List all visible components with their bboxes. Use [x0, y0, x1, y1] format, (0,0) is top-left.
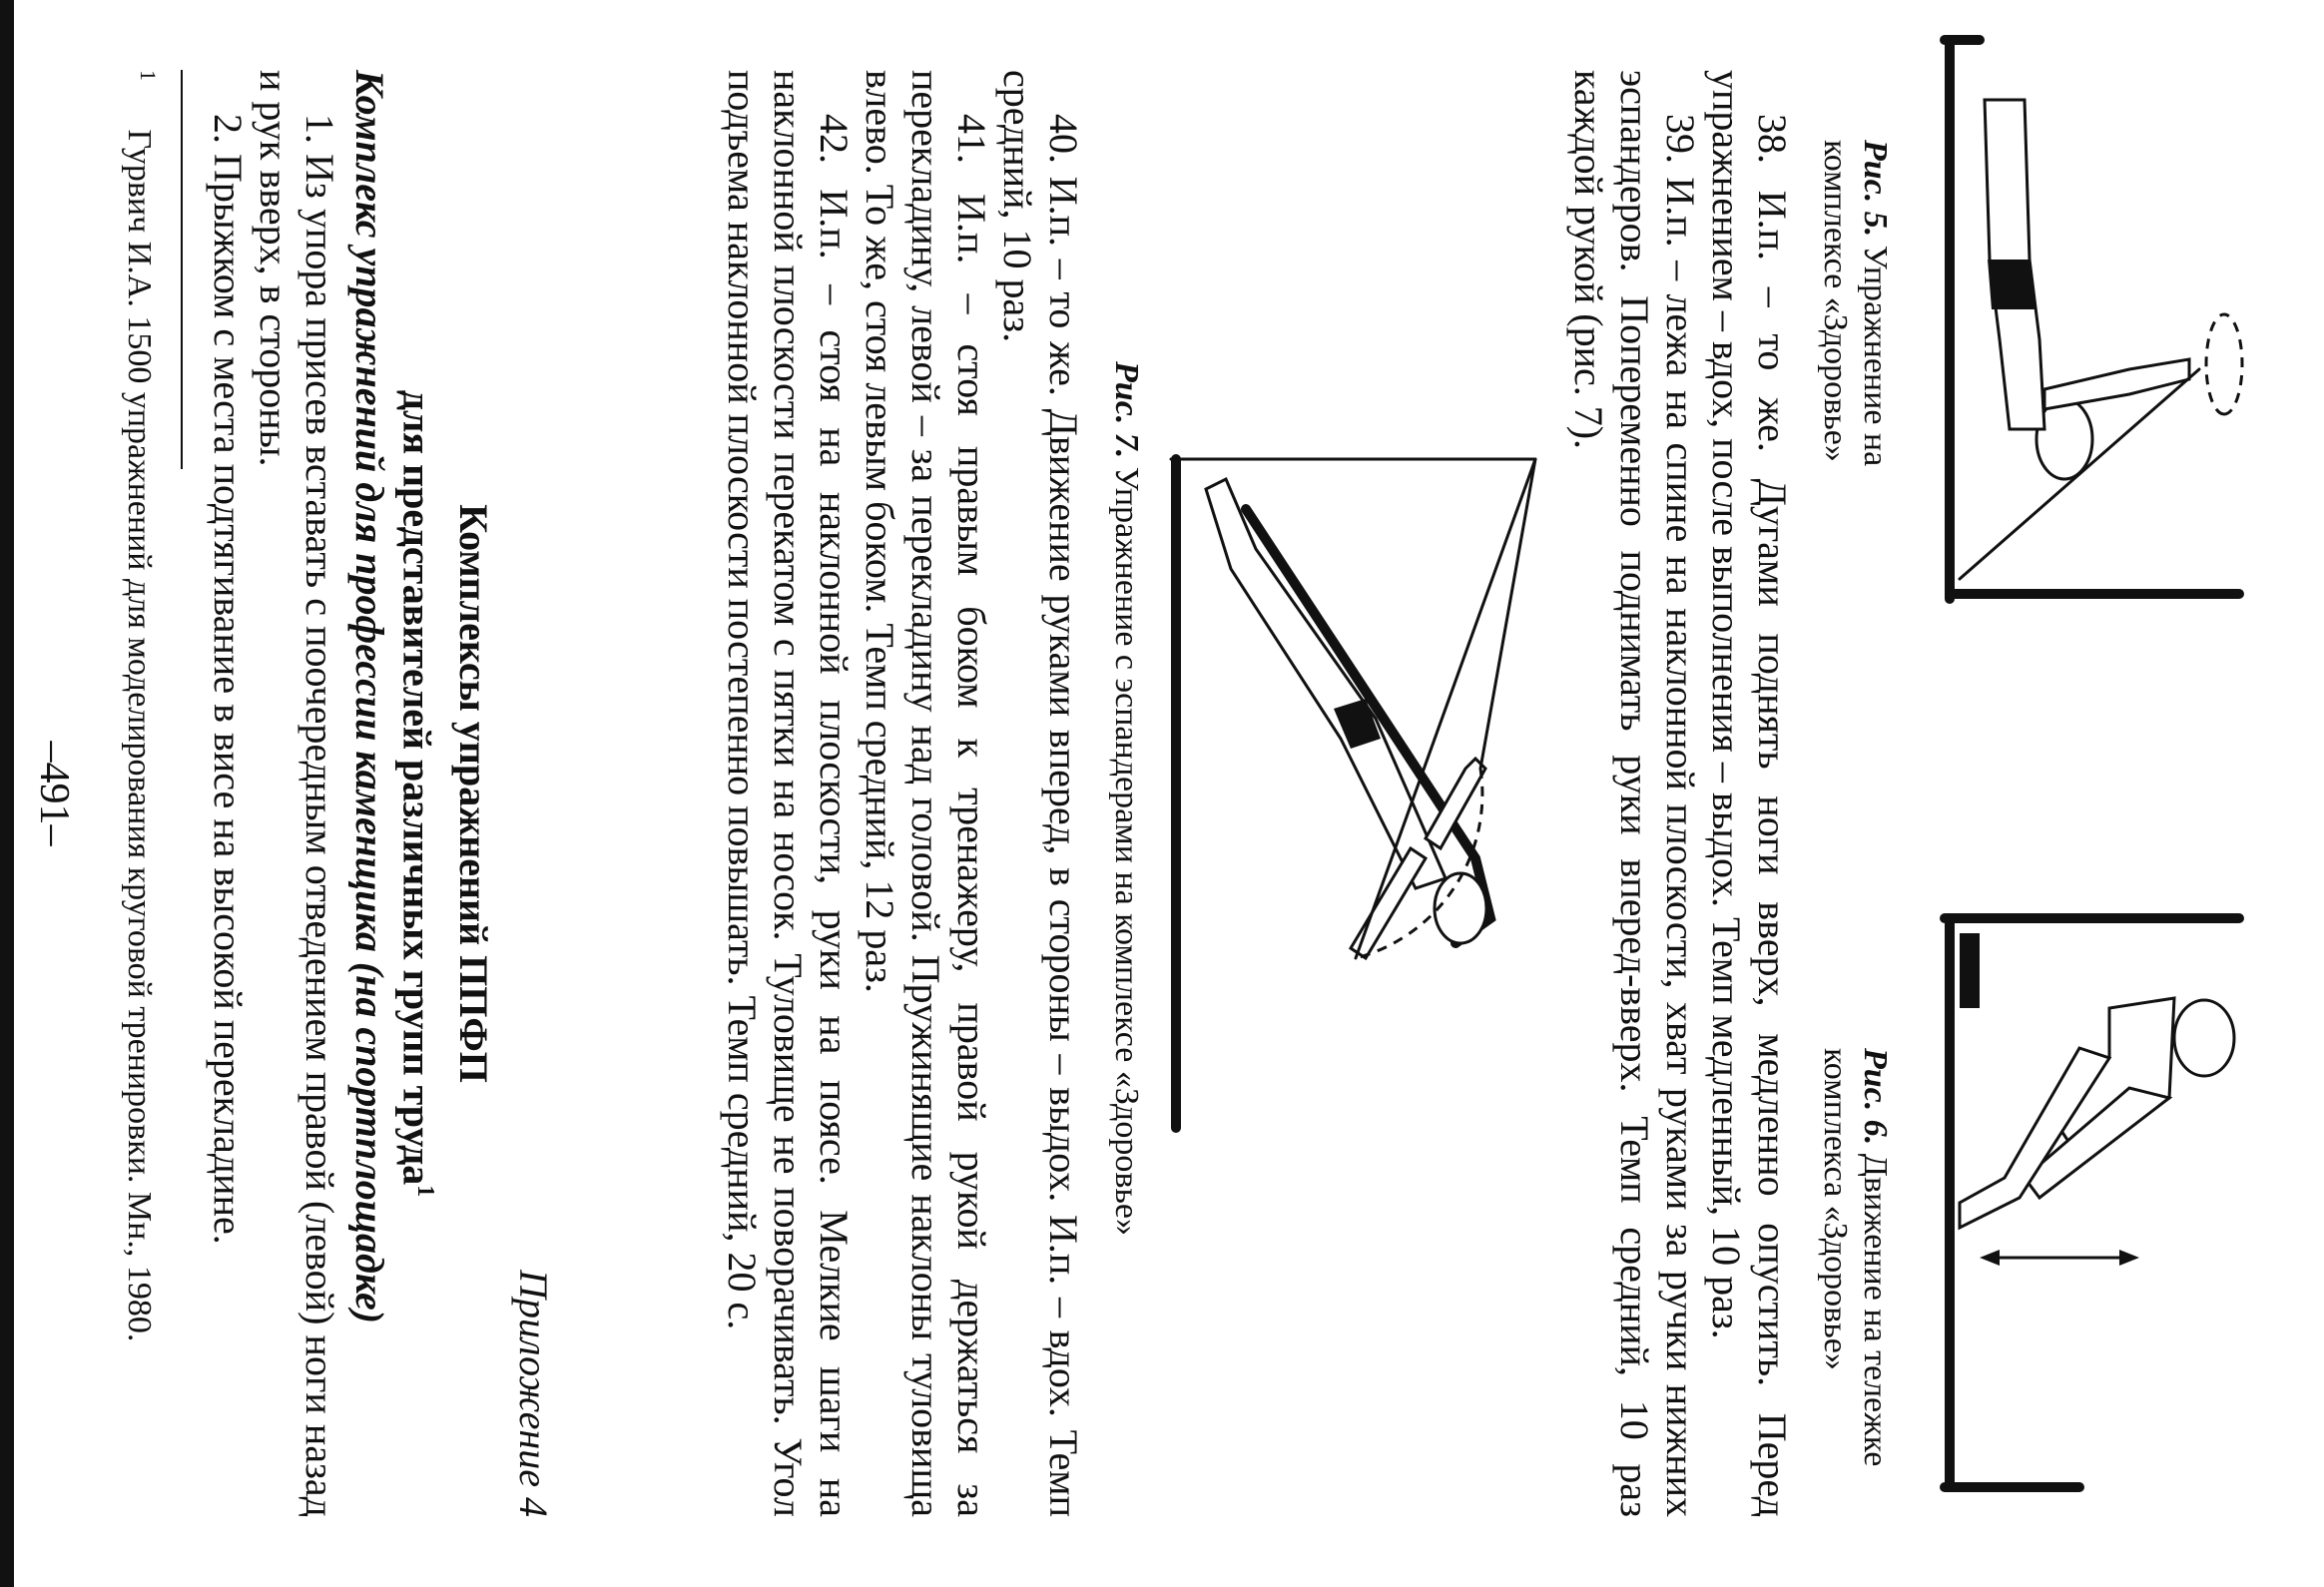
seat — [1960, 933, 1980, 1008]
footnote-rule — [181, 70, 183, 469]
person-arm — [2044, 359, 2189, 409]
exercise-42: 42. И.п. – стоя на наклонной плоскости, руки на поясе. Мелкие шаги на наклонной плоскости перекатом с пятки на носок. Туловище не поворачивать. Угол подъема наклонной плоскости постепенно повышать. Темп средний, 20 с. — [720, 70, 857, 1517]
figure-5-illustration — [1880, 10, 2279, 629]
exercises-40-42 — [719, 70, 1086, 1517]
exercise-39: 39. И.п. – лежа на спине на наклонной плоскости, хват руками за ручки нижних эспандеров. Попеременно поднимать руки вперед-вверх. Темп средний, 10 раз каждой рукой (рис. 7). — [1566, 70, 1703, 1517]
appendix-title — [393, 70, 497, 1517]
footnote-ref: 1 — [412, 1185, 438, 1198]
appendix-title-line1: Комплексы упражнений ППФП — [451, 504, 496, 1083]
person-head — [1435, 873, 1486, 943]
fig5-caption-line1: Упражнение на — [1857, 245, 1894, 467]
figure-6-caption — [1815, 1048, 1895, 1567]
person-head — [2174, 1000, 2234, 1076]
figure-7-caption — [1106, 250, 1146, 1347]
appendix-exercise-2: 2. Прыжком с места подтягивание в висе на высокой перекладине. — [206, 114, 251, 1245]
page-number: –491– — [31, 741, 77, 846]
person-body — [1206, 479, 1446, 888]
exercise-41: 41. И.п. – стоя правым боком к тренажеру, правой рукой держаться за перекладину, левой – за перекладину над головой. Пружинящие наклоны туловища влево. То же, стоя левым боком. Темп средний, 12 раз. — [858, 70, 994, 1517]
person-shorts — [1988, 260, 2034, 309]
exercises-38-39 — [1565, 70, 1795, 1517]
footnote-text: Гурвич И.А. 1500 упражнений для моделирования круговой тренировки. Мн., 1980. — [120, 129, 158, 1342]
expander-cord-1 — [1480, 459, 1535, 769]
appendix-subtitle: Комплекс упражнений для профессии каменщика (на спортплощадке) — [347, 70, 392, 1324]
exercise-38: 38. И.п. – то же. Дугами поднять ноги вверх, медленно опустить. Перед упражнением – вдох, после выполнения – выдох. Темп медленный, 10 раз. — [1704, 70, 1795, 1517]
figure-5-caption — [1815, 140, 1895, 599]
fig5-label: Рис. 5. — [1857, 140, 1894, 238]
appendix-label: Приложение 4 — [511, 1270, 556, 1517]
appendix-exercise-1: 1. Из упора присев вставать с поочередным отведением правой (левой) ноги назад и рук вверх, в стороны. — [252, 70, 342, 1517]
figure-6-illustration — [1880, 898, 2279, 1517]
rotation-arrow — [2206, 314, 2242, 414]
scan-edge — [0, 0, 14, 1587]
fig7-caption-text: Упражнение с эспандерами на комплексе «Здоровье» — [1108, 466, 1145, 1236]
footnote-marker: 1 — [136, 70, 161, 81]
fig5-caption-line2: комплексе «Здоровье» — [1817, 140, 1854, 462]
appendix-exercises — [205, 70, 342, 1517]
appendix-title-line2: для представителей различных групп труда — [394, 389, 440, 1186]
fig6-caption-line2: комплекса «Здоровье» — [1817, 1048, 1854, 1370]
figure-7-illustration — [1146, 439, 1565, 1138]
footnote — [119, 70, 168, 1517]
fig7-label: Рис. 7. — [1108, 361, 1145, 459]
exercise-40: 40. И.п. – то же. Движение руками вперед, в стороны – выдох. И.п. – вдох. Темп средний, 10 раз. — [995, 70, 1086, 1517]
fig6-caption-line1: Движение на тележке — [1857, 1153, 1894, 1467]
fig6-label: Рис. 6. — [1857, 1048, 1894, 1146]
